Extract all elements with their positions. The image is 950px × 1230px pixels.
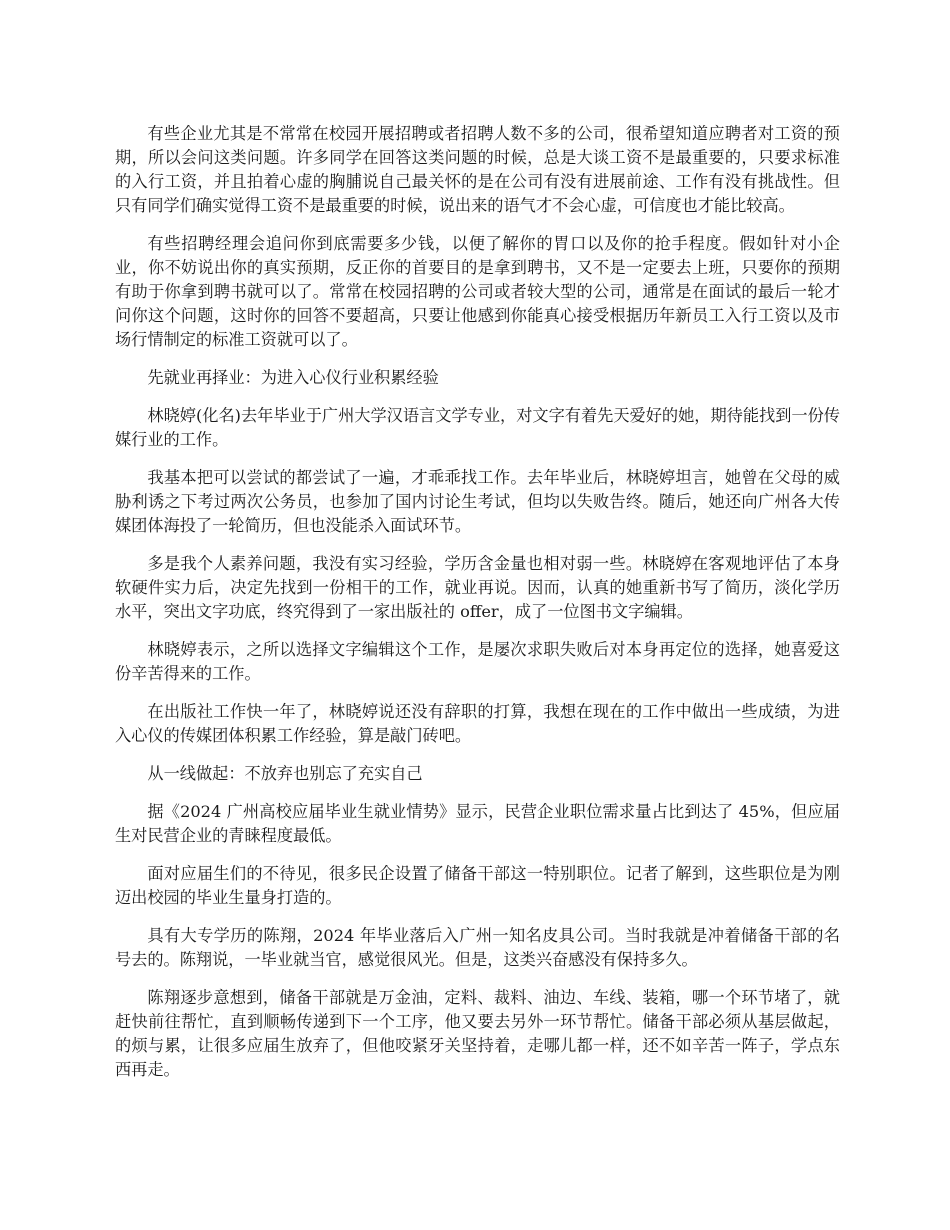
- paragraph-chen-background: 具有大专学历的陈翔，2024 年毕业落后入广州一知名皮具公司。当时我就是冲着储备干部的名号去的。陈翔说，一毕业就当官，感觉很风光。但是，这类兴奋感没有保持多久。: [115, 926, 840, 969]
- paragraph-lin-plan: 在出版社工作快一年了，林晓婷说还没有辞职的打算，我想在现在的工作中做出一些成绩，为进入心仪的传媒团体积累工作经验，算是敲门砖吧。: [115, 702, 840, 745]
- paragraph-lin-choice: 林晓婷表示，之所以选择文字编辑这个工作，是屡次求职失败后对本身再定位的选择，她喜爱这份辛苦得来的工作。: [115, 640, 840, 683]
- paragraph-reserve-cadre: 面对应届生们的不待见，很多民企设置了储备干部这一特别职位。记者了解到，这些职位是为刚迈出校园的毕业生量身打造的。: [115, 864, 840, 907]
- paragraph-salary-expectation: 有些企业尤其是不常常在校园开展招聘或者招聘人数不多的公司，很希望知道应聘者对工资的预期，所以会问这类问题。许多同学在回答这类问题的时候，总是大谈工资不是最重要的，只要求标准的入行工资，并且拍着心虚的胸脯说自己最关怀的是在公司有没有进展前途、工作有没有挑战性。但只有同学们确实觉得工资不是最重要的时候，说出来的语气才不会心虚，可信度也才能比较高。: [115, 124, 840, 215]
- section-heading-employment-first: 先就业再择业：为进入心仪行业积累经验: [147, 368, 439, 387]
- section-heading-frontline: 从一线做起：不放弃也别忘了充实自己: [147, 764, 423, 783]
- paragraph-lin-self-assessment: 多是我个人素养问题，我没有实习经验，学历含金量也相对弱一些。林晓婷在客观地评估了本身软硬件实力后，决定先找到一份相干的工作，就业再说。因而，认真的她重新书写了简历，淡化学历水平，突出文字功底，终究得到了一家出版社的 offer，成了一位图书文字编辑。: [115, 554, 840, 621]
- paragraph-chen-experience: 陈翔逐步意想到，储备干部就是万金油，定料、裁料、油边、车线、装箱，哪一个环节堵了，就赶快前往帮忙，直到顺畅传递到下一个工序，他又要去另外一环节帮忙。储备干部必须从基层做起，的烦与累，让很多应届生放弃了，但他咬紧牙关坚持着，走哪儿都一样，还不如辛苦一阵子，学点东西再走。: [115, 988, 840, 1079]
- paragraph-report-statistics: 据《2024 广州高校应届毕业生就业情势》显示，民营企业职位需求量占比到达了 45%，但应届生对民营企业的青睐程度最低。: [115, 802, 840, 845]
- paragraph-salary-negotiation: 有些招聘经理会追问你到底需要多少钱，以便了解你的胃口以及你的抢手程度。假如针对小企业，你不妨说出你的真实预期，反正你的首要目的是拿到聘书，又不是一定要去上班，只要你的预期有助于你拿到聘书就可以了。常常在校园招聘的公司或者较大型的公司，通常是在面试的最后一轮才问你这个问题，这时你的回答不要超高，只要让他感到你能真心接受根据历年新员工入行工资以及市场行情制定的标准工资就可以了。: [115, 234, 840, 349]
- document-body: [115, 122, 840, 1096]
- paragraph-lin-background: 林晓婷(化名)去年毕业于广州大学汉语言文学专业，对文字有着先天爱好的她，期待能找到一份传媒行业的工作。: [115, 406, 840, 449]
- paragraph-lin-attempts: 我基本把可以尝试的都尝试了一遍，才乖乖找工作。去年毕业后，林晓婷坦言，她曾在父母的威胁利诱之下考过两次公务员，也参加了国内讨论生考试，但均以失败告终。随后，她还向广州各大传媒团体海投了一轮简历，但也没能杀入面试环节。: [115, 468, 840, 535]
